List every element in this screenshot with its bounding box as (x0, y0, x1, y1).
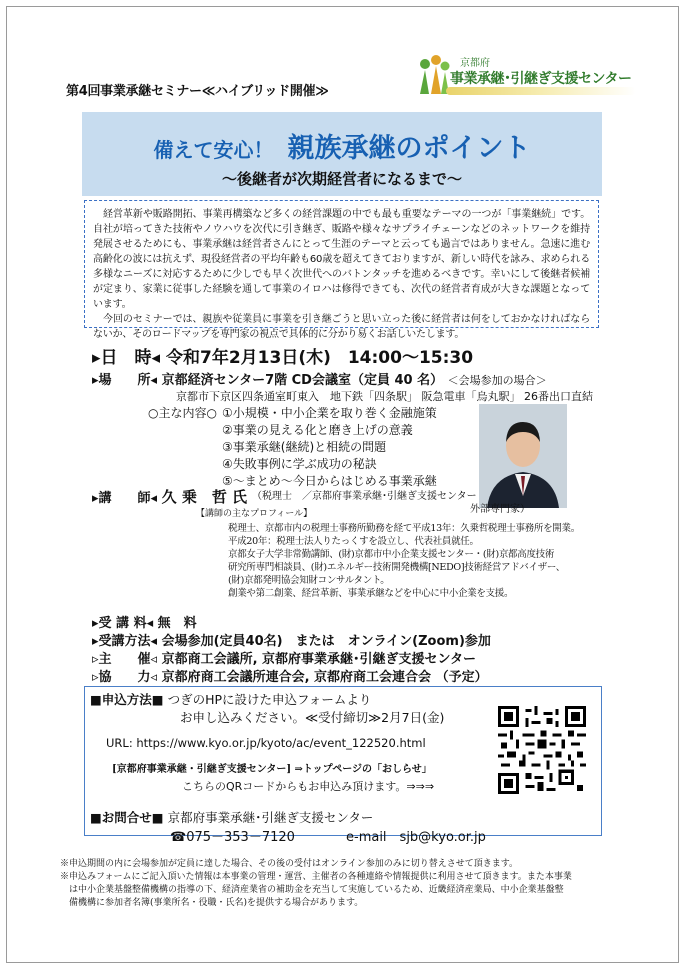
profile-line: 研究所専門相談員、(財)エネルギー技術開発機構[NEDO]技術経営アドバイザー、 (228, 562, 565, 573)
profile-heading: 【講師の主なプロフィール】 (196, 509, 313, 519)
venue-label: ▸場 所◂ (92, 373, 158, 388)
logo-prefecture: 京都府 (460, 58, 490, 69)
venue-row (92, 369, 547, 388)
content-item: ③事業承継(継続)と相続の問題 (222, 440, 387, 454)
logo-center-name: 事業承継･引継ぎ支援センター (450, 71, 632, 87)
coop-value: 京都府商工会議所連合会, 京都府商工会連合会 （予定） (161, 670, 488, 685)
apply-method (90, 690, 371, 708)
title-line (82, 126, 602, 165)
date-label: ▸日 時◂ (92, 348, 161, 368)
people-logo-icon (416, 54, 450, 98)
apply-url-link[interactable]: URL: https://www.kyo.or.jp/kyoto/ac/event_122520.html (106, 736, 426, 750)
date-row (92, 343, 473, 368)
footnote: は中小企業基盤整備機構の指導の下、経済産業省の補助金を充当して実施しているため、近畿経済産業局、中小企業基盤整 (60, 885, 564, 895)
method-label: ▸受講方法◂ (92, 634, 158, 649)
contact-label: ■お問合せ■ (90, 810, 164, 825)
content-item: ④失敗事例に学ぶ成功の秘訣 (222, 457, 377, 471)
apply-label: ■申込方法■ (90, 692, 164, 707)
host-label: ▹主 催◃ (92, 652, 158, 667)
contact-email[interactable]: e-mail sjb@kyo.or.jp (346, 830, 486, 845)
profile-line: 創業や第二創業、経営革新、事業承継などを中心に中小企業を支援。 (228, 588, 514, 599)
intro-paragraph-2: 今回のセミナーでは、親族や従業員に事業を引き継ごうと思い立った後に経営者は何をしておかなければならないか、そのロードマップを専門家の視点で具体的に分かり易くお話しいたします。 (93, 314, 590, 340)
lecturer-row (92, 486, 247, 507)
apply-nav-hint: [京都府事業承継・引継ぎ支援センター] ⇒トップページの「おしらせ」 (112, 764, 432, 775)
coop-label: ▹協 力◃ (92, 670, 158, 685)
method-value: 会場参加(定員40名) または オンライン(Zoom)参加 (161, 634, 491, 649)
intro-box (84, 200, 599, 340)
contact-org: 京都府事業承継･引継ぎ支援センター (167, 810, 374, 825)
apply-line-1: つぎのHPに設けた申込フォームより (167, 692, 372, 707)
venue-value: 京都経済センター7階 CD会議室（定員 40 名） (161, 373, 444, 388)
profile-line: 税理士、京都市内の税理士事務所勤務を経て平成13年：久乗哲税理士事務所を開業。 (228, 523, 580, 534)
qr-code-icon[interactable] (498, 706, 586, 794)
coop-row (92, 666, 488, 685)
title-subtitle: ～後継者が次期経営者になるまで～ (221, 170, 462, 188)
fee-value: 無 料 (157, 616, 197, 631)
lecturer-org-end: 外部専門家） (470, 504, 530, 515)
apply-qr-hint: こちらのQRコードからもお申込み頂けます。⇒⇒⇒ (182, 780, 435, 793)
lecturer-label: ▸講 師◂ (92, 491, 158, 506)
fee-label: ▸受 講 料◂ (92, 616, 154, 631)
host-row (92, 648, 476, 667)
lecturer-org: （税理士 ／京都府事業承継･引継ぎ支援センター (252, 491, 477, 502)
profile-line: (財)京都発明協会知財コンサルタント。 (228, 575, 390, 586)
center-logo (416, 54, 636, 100)
apply-line-2: お申し込みください。≪受付締切≫2月7日(金) (180, 710, 445, 725)
lecturer-portrait-icon (479, 404, 567, 508)
logo-underline (446, 87, 636, 95)
intro-paragraph-1: 経営革新や販路開拓、事業再構築など多くの経営課題の中でも最も重要なテーマの一つが「事業継続」です。自社が培ってきた技術やノウハウを次代に引き継ぎ、販路や様々なサプライチェーンなどのネットワークを維持発展させるためにも、事業承継は経営者さんにとって生涯のテーマと云っても過言ではありません。急速に進む高齢化の波には抗えず、現役経営者の平均年齢も60歳を超えてきておりますが、新しい時代を詠み、求められる多様なニーズに対応するために少しでも早く次世代へのバトンタッチを進めるべきです。幸いにして後継者候補が定まり、家業に従事した経験を通して事業のイロハは修得できても、次代の経営者育成が大きな課題となっています。 (93, 209, 590, 310)
method-row (92, 630, 491, 649)
host-value: 京都商工会議所, 京都府事業承継･引継ぎ支援センター (161, 652, 477, 667)
contact-phone: ☎075－353－7120 (170, 830, 295, 845)
title-main: 親族承継のポイント (287, 133, 531, 164)
fee-row (92, 612, 197, 631)
venue-address: 京都市下京区四条通室町東入 地下鉄「四条駅」 阪急電車「烏丸駅」 26番出口直結 (176, 390, 593, 403)
profile-line: 京都女子大学非常勤講師、(財)京都市中小企業支援センター・(財)京都高度技術 (228, 549, 555, 560)
title-lead: 備えて安心！ (153, 138, 274, 162)
footnote: 備機構に参加者名簿(事業所名・役職・氏名)を提供する場合があります。 (60, 898, 364, 908)
content-item: ⑤～まとめ～今日からはじめる事業承継 (222, 474, 437, 488)
venue-note: ＜会場参加の場合＞ (447, 374, 547, 387)
profile-line: 平成20年：税理士法人りたっくすを設立し、代表社員就任。 (228, 536, 479, 547)
seminar-label: 第4回事業承継セミナー≪ハイブリッド開催≫ (66, 84, 329, 99)
lecturer-name: 久 乗 哲 氏 (161, 488, 248, 506)
content-item: ①小規模・中小企業を取り巻く金融施策 (222, 406, 437, 420)
contact-row (90, 808, 373, 826)
footnote: ※申込みフォームにご記入頂いた情報は本事業の管理・運営、主催者の各種連絡や情報提供に利用させて頂きます。また本事業 (60, 872, 572, 882)
date-value: 令和7年2月13日(木) 14:00～15:30 (166, 348, 474, 368)
content-item: ②事業の見える化と磨き上げの意義 (222, 423, 413, 437)
lecturer-photo (479, 404, 567, 508)
footnote: ※申込期間の内に会場参加が定員に達した場合、その後の受付はオンライン参加のみに切り替えさせて頂きます。 (60, 859, 519, 869)
title-banner (82, 112, 602, 196)
contents-label: ○主な内容○ (148, 406, 217, 420)
